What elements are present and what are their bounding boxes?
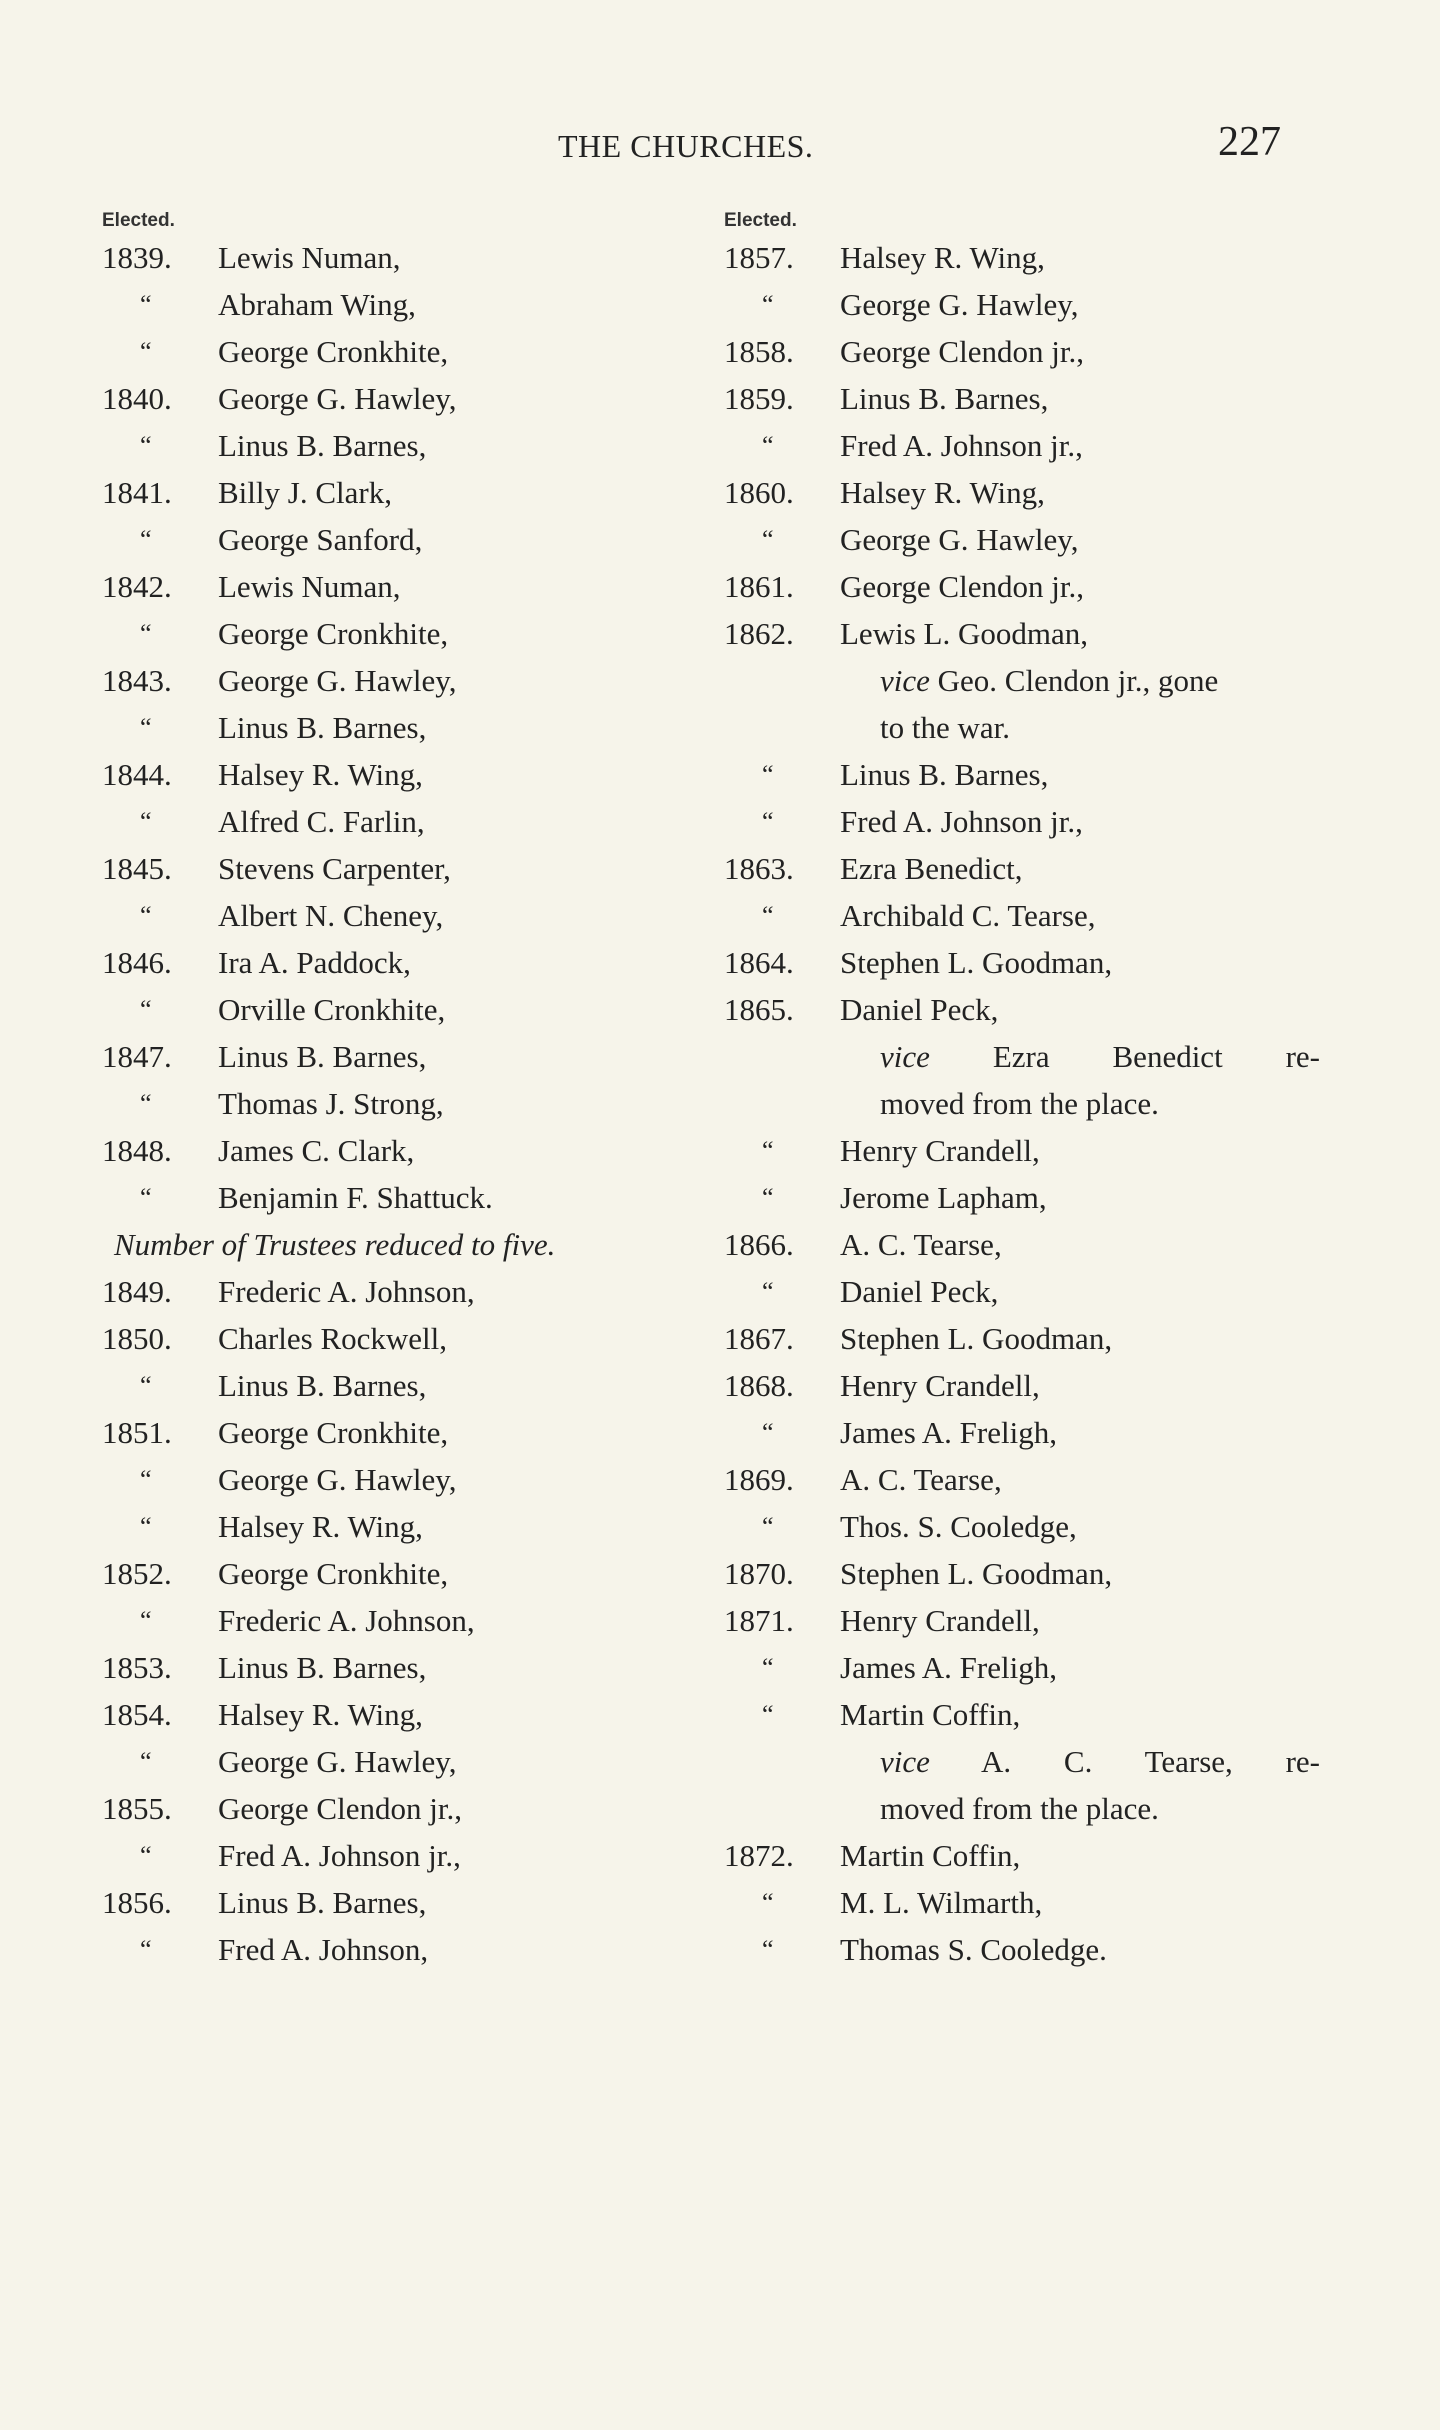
trustee-name: Halsey R. Wing,: [840, 240, 1045, 275]
trustee-name: George Cronkhite,: [218, 1415, 449, 1450]
trustee-name: Linus B. Barnes,: [840, 757, 1049, 792]
trustee-name: Lewis Numan,: [218, 569, 401, 604]
ditto-mark: “: [140, 1465, 152, 1494]
trustee-entry: [722, 610, 1322, 657]
ditto-mark: “: [140, 290, 152, 319]
trustee-name: Frederic A. Johnson,: [218, 1274, 475, 1309]
trustee-name: Martin Coffin,: [840, 1838, 1021, 1873]
vice-note-text: Ezra Benedict re-: [992, 1039, 1320, 1074]
ditto-mark: “: [140, 431, 152, 460]
trustee-entry: [100, 1315, 700, 1362]
vice-note-row: [722, 704, 1322, 751]
trustee-name: Linus B. Barnes,: [218, 710, 427, 745]
trustee-entry: [722, 1879, 1322, 1926]
election-year: 1847.: [102, 1039, 172, 1074]
trustee-entry: [722, 563, 1322, 610]
trustee-entry: [100, 610, 700, 657]
election-year: 1866.: [724, 1227, 794, 1262]
trustee-name: A. C. Tearse,: [840, 1227, 1002, 1262]
trustee-entry: [722, 1456, 1322, 1503]
trustee-entry: [722, 1550, 1322, 1597]
election-year: 1869.: [724, 1462, 794, 1497]
trustee-entry: [100, 234, 700, 281]
election-year: 1870.: [724, 1556, 794, 1591]
ditto-mark: “: [140, 525, 152, 554]
election-year: 1841.: [102, 475, 172, 510]
trustee-name: Ira A. Paddock,: [218, 945, 411, 980]
trustee-name: George Cronkhite,: [218, 616, 449, 651]
trustee-entry: [722, 1597, 1322, 1644]
election-year: 1868.: [724, 1368, 794, 1403]
election-year: 1844.: [102, 757, 172, 792]
trustee-name: A. C. Tearse,: [840, 1462, 1002, 1497]
ditto-mark: “: [762, 1888, 774, 1917]
trustee-name: Linus B. Barnes,: [840, 381, 1049, 416]
vice-note: [880, 1738, 1320, 1785]
vice-note-row: [722, 1785, 1322, 1832]
trustee-name: M. L. Wilmarth,: [840, 1885, 1043, 1920]
trustee-name: Daniel Peck,: [840, 992, 999, 1027]
ditto-mark: “: [140, 807, 152, 836]
trustee-name: Lewis Numan,: [218, 240, 401, 275]
election-year: 1843.: [102, 663, 172, 698]
trustee-name: George Cronkhite,: [218, 1556, 449, 1591]
trustee-entry: [722, 281, 1322, 328]
trustee-entry: [100, 1503, 700, 1550]
ditto-mark: “: [140, 1371, 152, 1400]
trustee-entry: [722, 1926, 1322, 1973]
election-year: 1839.: [102, 240, 172, 275]
ditto-mark: “: [762, 1136, 774, 1165]
running-head: THE CHURCHES.: [558, 128, 814, 164]
vice-note-row: [722, 1080, 1322, 1127]
trustee-name: Halsey R. Wing,: [218, 757, 423, 792]
trustee-name: George Clendon jr.,: [840, 569, 1084, 604]
trustee-name: Abraham Wing,: [218, 287, 416, 322]
trustee-name: Linus B. Barnes,: [218, 1039, 427, 1074]
election-year: 1859.: [724, 381, 794, 416]
ditto-mark: “: [140, 1089, 152, 1118]
ditto-mark: “: [140, 337, 152, 366]
vice-note-text: Geo. Clendon jr., gone: [937, 663, 1219, 698]
vice-note-row: [722, 1033, 1322, 1080]
vice-label: vice: [880, 663, 930, 698]
trustee-name: Thomas S. Cooledge.: [840, 1932, 1107, 1967]
election-year: 1867.: [724, 1321, 794, 1356]
trustee-name: James A. Freligh,: [840, 1415, 1057, 1450]
trustee-entry: [100, 1362, 700, 1409]
trustee-name: Fred A. Johnson jr.,: [840, 804, 1083, 839]
trustee-entry: [100, 704, 700, 751]
trustee-name: George G. Hawley,: [218, 1744, 457, 1779]
vice-label: vice: [880, 1039, 930, 1074]
trustee-entry: [722, 1832, 1322, 1879]
vice-note: [880, 1080, 1159, 1127]
trustee-name: Daniel Peck,: [840, 1274, 999, 1309]
election-year: 1863.: [724, 851, 794, 886]
trustee-entry: [100, 751, 700, 798]
trustee-entry: [100, 328, 700, 375]
vice-note-row: [722, 1738, 1322, 1785]
ditto-mark: “: [140, 619, 152, 648]
trustee-name: Linus B. Barnes,: [218, 428, 427, 463]
trustee-name: James A. Freligh,: [840, 1650, 1057, 1685]
trustee-name: Stephen L. Goodman,: [840, 945, 1113, 980]
vice-note-text: to the war.: [880, 710, 1010, 745]
ditto-mark: “: [762, 1653, 774, 1682]
trustee-entry: [722, 892, 1322, 939]
trustee-entry: [722, 422, 1322, 469]
election-year: 1854.: [102, 1697, 172, 1732]
trustee-entry: [100, 1456, 700, 1503]
trustee-name: George G. Hawley,: [218, 381, 457, 416]
trustee-name: Lewis L. Goodman,: [840, 616, 1088, 651]
trustee-name: Alfred C. Farlin,: [218, 804, 425, 839]
ditto-mark: “: [762, 1512, 774, 1541]
election-year: 1861.: [724, 569, 794, 604]
election-year: 1857.: [724, 240, 794, 275]
vice-note: [880, 657, 1218, 704]
trustee-name: Ezra Benedict,: [840, 851, 1023, 886]
trustee-name: Billy J. Clark,: [218, 475, 392, 510]
ditto-mark: “: [140, 1512, 152, 1541]
trustee-entry: [100, 563, 700, 610]
trustee-entry: [100, 469, 700, 516]
ditto-mark: “: [140, 1935, 152, 1964]
trustee-entry: [722, 751, 1322, 798]
section-note-text: Number of Trustees reduced to five.: [114, 1227, 556, 1262]
trustee-entry: [100, 892, 700, 939]
trustee-name: Albert N. Cheney,: [218, 898, 444, 933]
election-year: 1848.: [102, 1133, 172, 1168]
election-year: 1845.: [102, 851, 172, 886]
trustee-name: Orville Cronkhite,: [218, 992, 446, 1027]
trustee-entry: [722, 939, 1322, 986]
election-year: 1855.: [102, 1791, 172, 1826]
column-header: Elected.: [102, 210, 175, 231]
trustee-entry: [100, 422, 700, 469]
vice-note-row: [722, 657, 1322, 704]
vice-note-text: moved from the place.: [880, 1791, 1159, 1826]
ditto-mark: “: [762, 1935, 774, 1964]
trustee-entry: [722, 328, 1322, 375]
trustee-entry: [100, 657, 700, 704]
trustee-name: Fred A. Johnson jr.,: [840, 428, 1083, 463]
trustee-entry: [100, 375, 700, 422]
page-number: 227: [1218, 119, 1281, 165]
ditto-mark: “: [140, 1747, 152, 1776]
election-year: 1872.: [724, 1838, 794, 1873]
election-year: 1849.: [102, 1274, 172, 1309]
trustee-name: George Clendon jr.,: [840, 334, 1084, 369]
trustee-entry: [722, 516, 1322, 563]
trustee-name: Archibald C. Tearse,: [840, 898, 1096, 933]
ditto-mark: “: [140, 1841, 152, 1870]
vice-note-text: A. C. Tearse, re-: [980, 1744, 1320, 1779]
election-year: 1871.: [724, 1603, 794, 1638]
trustee-entry: [100, 1080, 700, 1127]
trustee-name: Jerome Lapham,: [840, 1180, 1047, 1215]
trustee-entry: [100, 1785, 700, 1832]
ditto-mark: “: [140, 901, 152, 930]
ditto-mark: “: [762, 1418, 774, 1447]
ditto-mark: “: [762, 525, 774, 554]
trustee-entry: [100, 1268, 700, 1315]
trustee-entry: [722, 469, 1322, 516]
election-year: 1851.: [102, 1415, 172, 1450]
section-note: [100, 1221, 700, 1268]
trustee-name: Stevens Carpenter,: [218, 851, 451, 886]
election-year: 1858.: [724, 334, 794, 369]
vice-note: [880, 704, 1010, 751]
trustee-entry: [100, 1926, 700, 1973]
trustee-entry: [722, 1268, 1322, 1315]
trustee-entry: [722, 234, 1322, 281]
vice-note-text: moved from the place.: [880, 1086, 1159, 1121]
ditto-mark: “: [762, 290, 774, 319]
trustee-list: [100, 234, 700, 1973]
ditto-mark: “: [762, 1277, 774, 1306]
ditto-mark: “: [762, 807, 774, 836]
trustee-entry: [722, 798, 1322, 845]
trustee-entry: [100, 1127, 700, 1174]
election-year: 1850.: [102, 1321, 172, 1356]
ditto-mark: “: [762, 1700, 774, 1729]
trustee-entry: [100, 1174, 700, 1221]
trustee-entry: [722, 986, 1322, 1033]
trustee-name: Charles Rockwell,: [218, 1321, 448, 1356]
trustee-entry: [100, 1832, 700, 1879]
vice-note: [880, 1033, 1320, 1080]
election-year: 1840.: [102, 381, 172, 416]
trustee-name: Martin Coffin,: [840, 1697, 1021, 1732]
ditto-mark: “: [762, 1183, 774, 1212]
trustee-name: George Sanford,: [218, 522, 423, 557]
trustee-name: Benjamin F. Shattuck.: [218, 1180, 493, 1215]
ditto-mark: “: [140, 713, 152, 742]
election-year: 1846.: [102, 945, 172, 980]
trustee-entry: [722, 1503, 1322, 1550]
left-column: [100, 208, 700, 1973]
trustee-name: Stephen L. Goodman,: [840, 1556, 1113, 1591]
vice-label: vice: [880, 1744, 930, 1779]
trustee-name: Henry Crandell,: [840, 1133, 1040, 1168]
election-year: 1842.: [102, 569, 172, 604]
trustee-name: George Cronkhite,: [218, 334, 449, 369]
trustee-name: George Clendon jr.,: [218, 1791, 462, 1826]
trustee-entry: [100, 281, 700, 328]
trustee-entry: [722, 845, 1322, 892]
trustee-name: Henry Crandell,: [840, 1603, 1040, 1638]
trustee-name: George G. Hawley,: [218, 1462, 457, 1497]
trustee-name: Halsey R. Wing,: [218, 1697, 423, 1732]
trustee-name: George G. Hawley,: [840, 522, 1079, 557]
trustee-name: George G. Hawley,: [840, 287, 1079, 322]
trustee-entry: [722, 1409, 1322, 1456]
trustee-entry: [100, 1033, 700, 1080]
trustee-name: Fred A. Johnson jr.,: [218, 1838, 461, 1873]
election-year: 1864.: [724, 945, 794, 980]
trustee-name: Linus B. Barnes,: [218, 1885, 427, 1920]
trustee-name: Thomas J. Strong,: [218, 1086, 444, 1121]
trustee-name: Frederic A. Johnson,: [218, 1603, 475, 1638]
trustee-entry: [722, 1315, 1322, 1362]
trustee-entry: [100, 1597, 700, 1644]
trustee-name: James C. Clark,: [218, 1133, 415, 1168]
trustee-entry: [100, 1644, 700, 1691]
trustee-entry: [100, 516, 700, 563]
ditto-mark: “: [762, 431, 774, 460]
trustee-entry: [100, 939, 700, 986]
election-year: 1853.: [102, 1650, 172, 1685]
trustee-entry: [722, 1174, 1322, 1221]
trustee-entry: [100, 1879, 700, 1926]
election-year: 1862.: [724, 616, 794, 651]
trustee-entry: [100, 1738, 700, 1785]
ditto-mark: “: [140, 995, 152, 1024]
trustee-list: [722, 234, 1322, 1973]
trustee-entry: [100, 1691, 700, 1738]
ditto-mark: “: [762, 760, 774, 789]
trustee-entry: [722, 375, 1322, 422]
election-year: 1852.: [102, 1556, 172, 1591]
ditto-mark: “: [140, 1183, 152, 1212]
trustee-name: Halsey R. Wing,: [218, 1509, 423, 1544]
right-column: [722, 208, 1322, 1973]
trustee-name: Stephen L. Goodman,: [840, 1321, 1113, 1356]
election-year: 1856.: [102, 1885, 172, 1920]
trustee-entry: [100, 1409, 700, 1456]
trustee-name: Linus B. Barnes,: [218, 1650, 427, 1685]
trustee-entry: [722, 1127, 1322, 1174]
trustee-name: Linus B. Barnes,: [218, 1368, 427, 1403]
trustee-name: Fred A. Johnson,: [218, 1932, 429, 1967]
trustee-entry: [722, 1691, 1322, 1738]
column-header: Elected.: [724, 210, 797, 231]
trustee-entry: [100, 845, 700, 892]
trustee-name: George G. Hawley,: [218, 663, 457, 698]
trustee-entry: [722, 1362, 1322, 1409]
election-year: 1865.: [724, 992, 794, 1027]
trustee-name: Henry Crandell,: [840, 1368, 1040, 1403]
ditto-mark: “: [762, 901, 774, 930]
trustee-entry: [722, 1221, 1322, 1268]
election-year: 1860.: [724, 475, 794, 510]
trustee-entry: [100, 798, 700, 845]
vice-note: [880, 1785, 1159, 1832]
trustee-entry: [100, 1550, 700, 1597]
trustee-entry: [100, 986, 700, 1033]
trustee-entry: [722, 1644, 1322, 1691]
ditto-mark: “: [140, 1606, 152, 1635]
trustee-name: Thos. S. Cooledge,: [840, 1509, 1077, 1544]
trustee-name: Halsey R. Wing,: [840, 475, 1045, 510]
